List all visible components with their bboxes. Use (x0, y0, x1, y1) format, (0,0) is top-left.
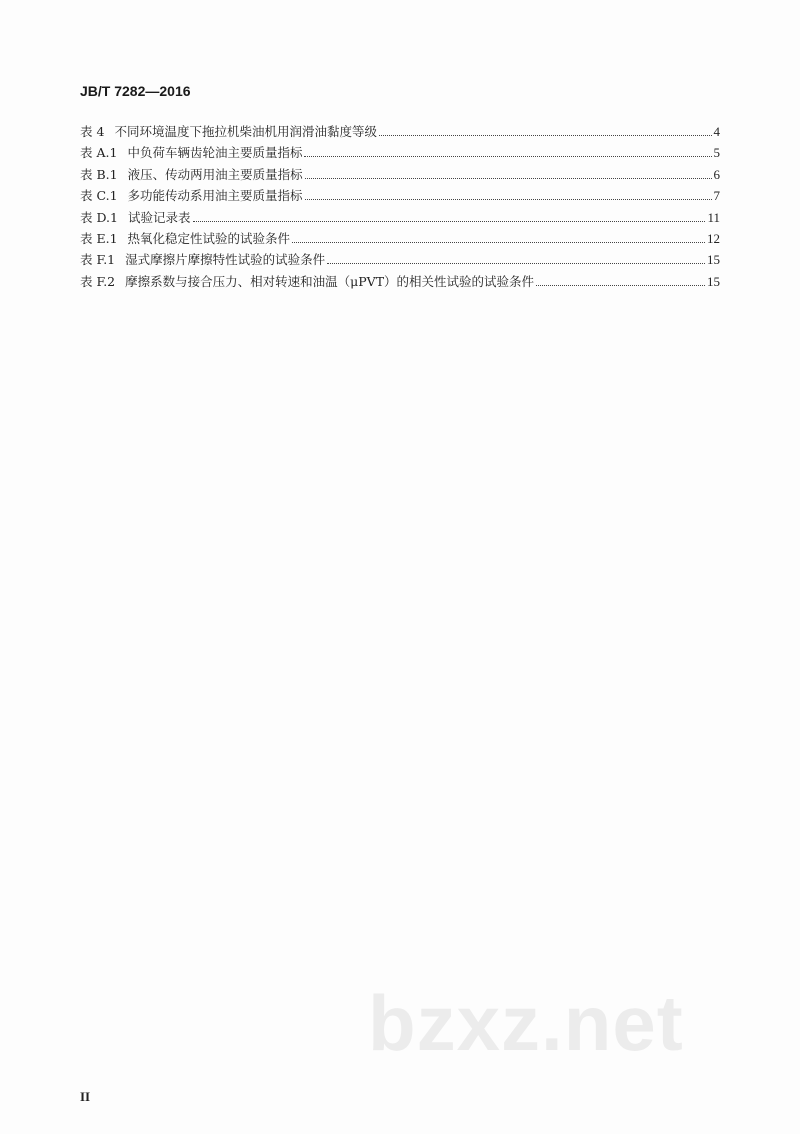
leader-dots (536, 285, 705, 286)
leader-dots (305, 199, 712, 200)
toc-entry[interactable] (80, 207, 720, 228)
leader-dots (379, 135, 712, 136)
toc-entry-title: 不同环境温度下拖拉机柴油机用润滑油黏度等级 (114, 124, 377, 139)
toc-entry[interactable] (80, 164, 720, 185)
toc-entry-number: 表 F.1 (80, 252, 116, 268)
toc-entry-number: 表 D.1 (80, 209, 118, 225)
leader-dots (193, 221, 706, 222)
page-number: II (80, 1089, 91, 1104)
toc-entry-page: 11 (707, 209, 720, 225)
toc-entry-number: 表 E.1 (80, 230, 118, 246)
toc-entry[interactable] (80, 142, 720, 163)
toc-entry-title: 湿式摩擦片摩擦特性试验的试验条件 (125, 252, 326, 268)
leader-dots (305, 178, 712, 179)
toc-entry-number: 表 4 (80, 124, 105, 139)
leader-dots (327, 263, 705, 264)
table-of-tables (80, 121, 720, 292)
leader-dots (292, 242, 705, 243)
toc-entry-title: 摩擦系数与接合压力、相对转速和油温（μPVT）的相关性试验的试验条件 (125, 273, 535, 289)
toc-entry[interactable] (80, 249, 720, 270)
toc-entry-title: 热氧化稳定性试验的试验条件 (127, 230, 291, 246)
toc-entry-title: 多功能传动系用油主要质量指标 (127, 188, 303, 204)
standard-number: JB/T 7282—2016 (80, 83, 191, 99)
toc-entry-number: 表 F.2 (80, 273, 116, 289)
toc-entry[interactable] (80, 121, 720, 142)
toc-entry-page: 4 (713, 124, 720, 139)
toc-entry[interactable] (80, 185, 720, 206)
toc-entry-number: 表 B.1 (80, 166, 118, 182)
watermark: bzxz.net (368, 979, 684, 1067)
toc-entry-page: 5 (713, 145, 720, 161)
leader-dots (304, 156, 711, 157)
toc-entry[interactable] (80, 271, 720, 292)
toc-entry-title: 中负荷车辆齿轮油主要质量指标 (127, 145, 303, 161)
toc-entry-number: 表 C.1 (80, 188, 118, 204)
toc-entry[interactable] (80, 228, 720, 249)
toc-entry-page: 15 (707, 273, 720, 289)
toc-entry-title: 试验记录表 (127, 209, 191, 225)
toc-entry-page: 15 (707, 252, 720, 268)
toc-entry-page: 6 (713, 166, 720, 182)
toc-entry-number: 表 A.1 (80, 145, 118, 161)
toc-entry-page: 7 (713, 188, 720, 204)
toc-entry-title: 液压、传动两用油主要质量指标 (127, 166, 303, 182)
toc-entry-page: 12 (707, 230, 720, 246)
